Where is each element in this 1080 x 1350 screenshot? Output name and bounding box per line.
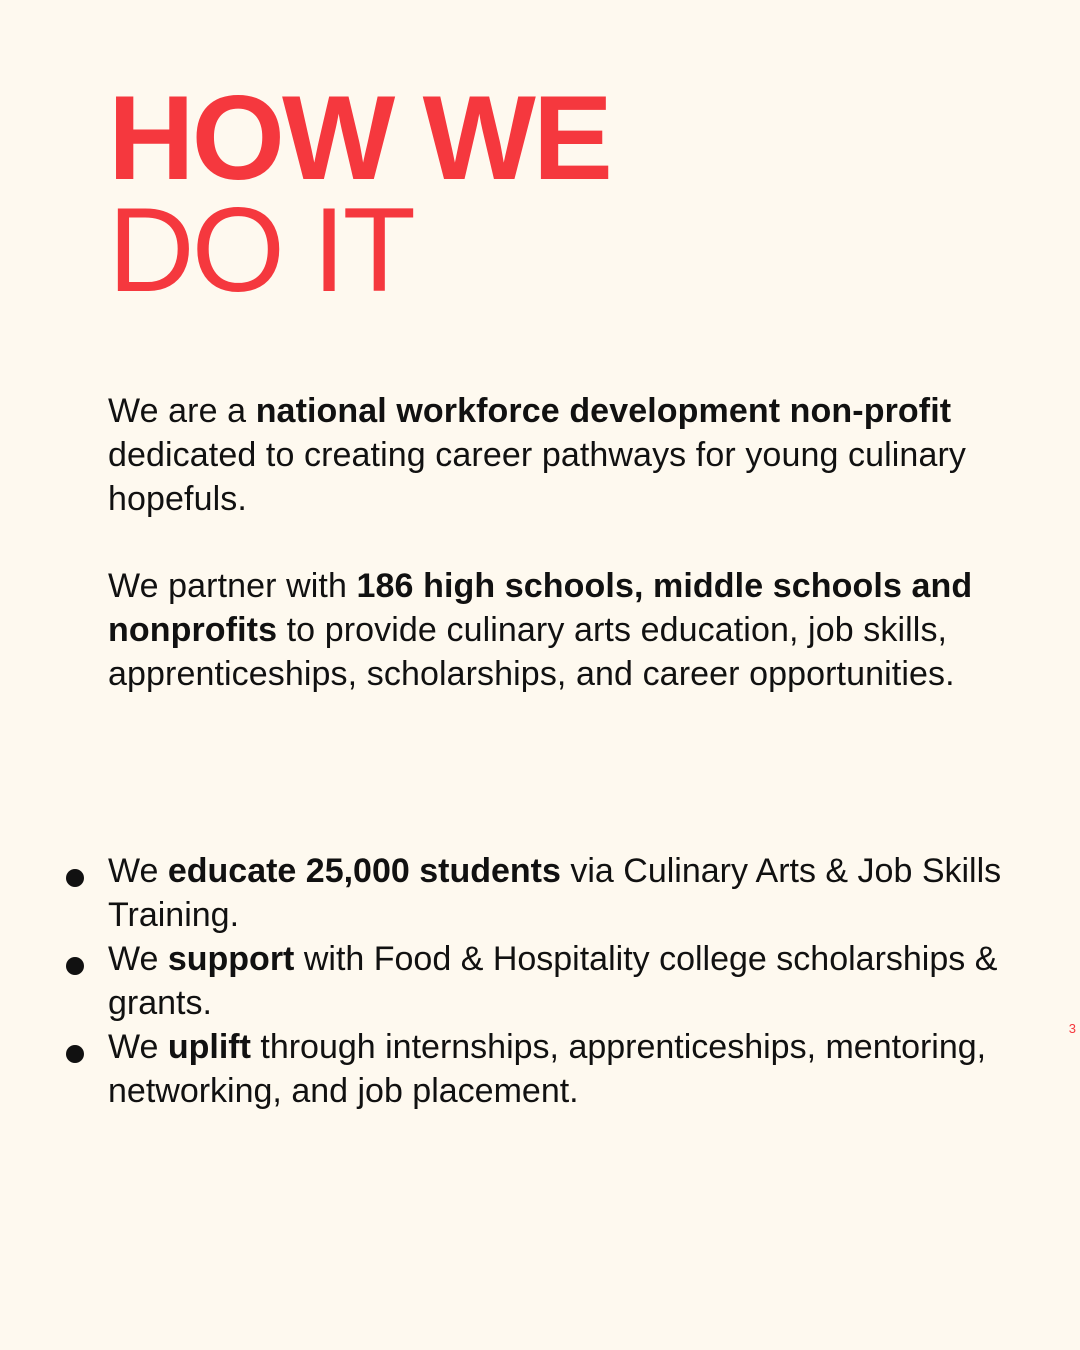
intro-text: We are a bbox=[108, 392, 256, 430]
page-title bbox=[108, 71, 610, 317]
intro-paragraph bbox=[108, 389, 988, 521]
bullet-text-end: via Culinary Arts & Job Skills Training. bbox=[108, 852, 1002, 934]
list-item bbox=[108, 1025, 1008, 1113]
bullet-text: We bbox=[108, 852, 168, 890]
list-item bbox=[108, 849, 1008, 937]
bullet-text-end: with Food & Hospitality college scholarships & grants. bbox=[108, 940, 998, 1022]
bullet-text-end: through internships, apprenticeships, mentoring, networking, and job placement. bbox=[108, 1028, 987, 1110]
bullet-highlight: support bbox=[167, 940, 295, 978]
title-line-1: HOW WE bbox=[108, 71, 610, 205]
bullet-highlight: educate 25,000 students bbox=[167, 852, 561, 890]
partner-highlight: 186 high schools, middle schools and nonprofits bbox=[108, 567, 973, 649]
partner-text-end: to provide culinary arts education, job skills, apprenticeships, scholarships, and career opportunities. bbox=[108, 611, 955, 693]
page-number: 3 bbox=[1068, 1021, 1076, 1036]
bullet-icon bbox=[66, 1045, 84, 1063]
partner-text: We partner with bbox=[108, 567, 357, 605]
bullet-highlight: uplift bbox=[167, 1028, 251, 1066]
intro-text-end: dedicated to creating career pathways for young culinary hopefuls. bbox=[108, 436, 966, 518]
impact-list bbox=[108, 849, 1008, 1113]
list-item bbox=[108, 937, 1008, 1025]
intro-highlight: national workforce development non-profit bbox=[255, 392, 952, 430]
bullet-icon bbox=[66, 869, 84, 887]
bullet-icon bbox=[66, 957, 84, 975]
bullet-text: We bbox=[108, 1028, 168, 1066]
bullet-text: We bbox=[108, 940, 168, 978]
partner-paragraph bbox=[108, 564, 988, 696]
title-line-2: DO IT bbox=[108, 183, 413, 317]
